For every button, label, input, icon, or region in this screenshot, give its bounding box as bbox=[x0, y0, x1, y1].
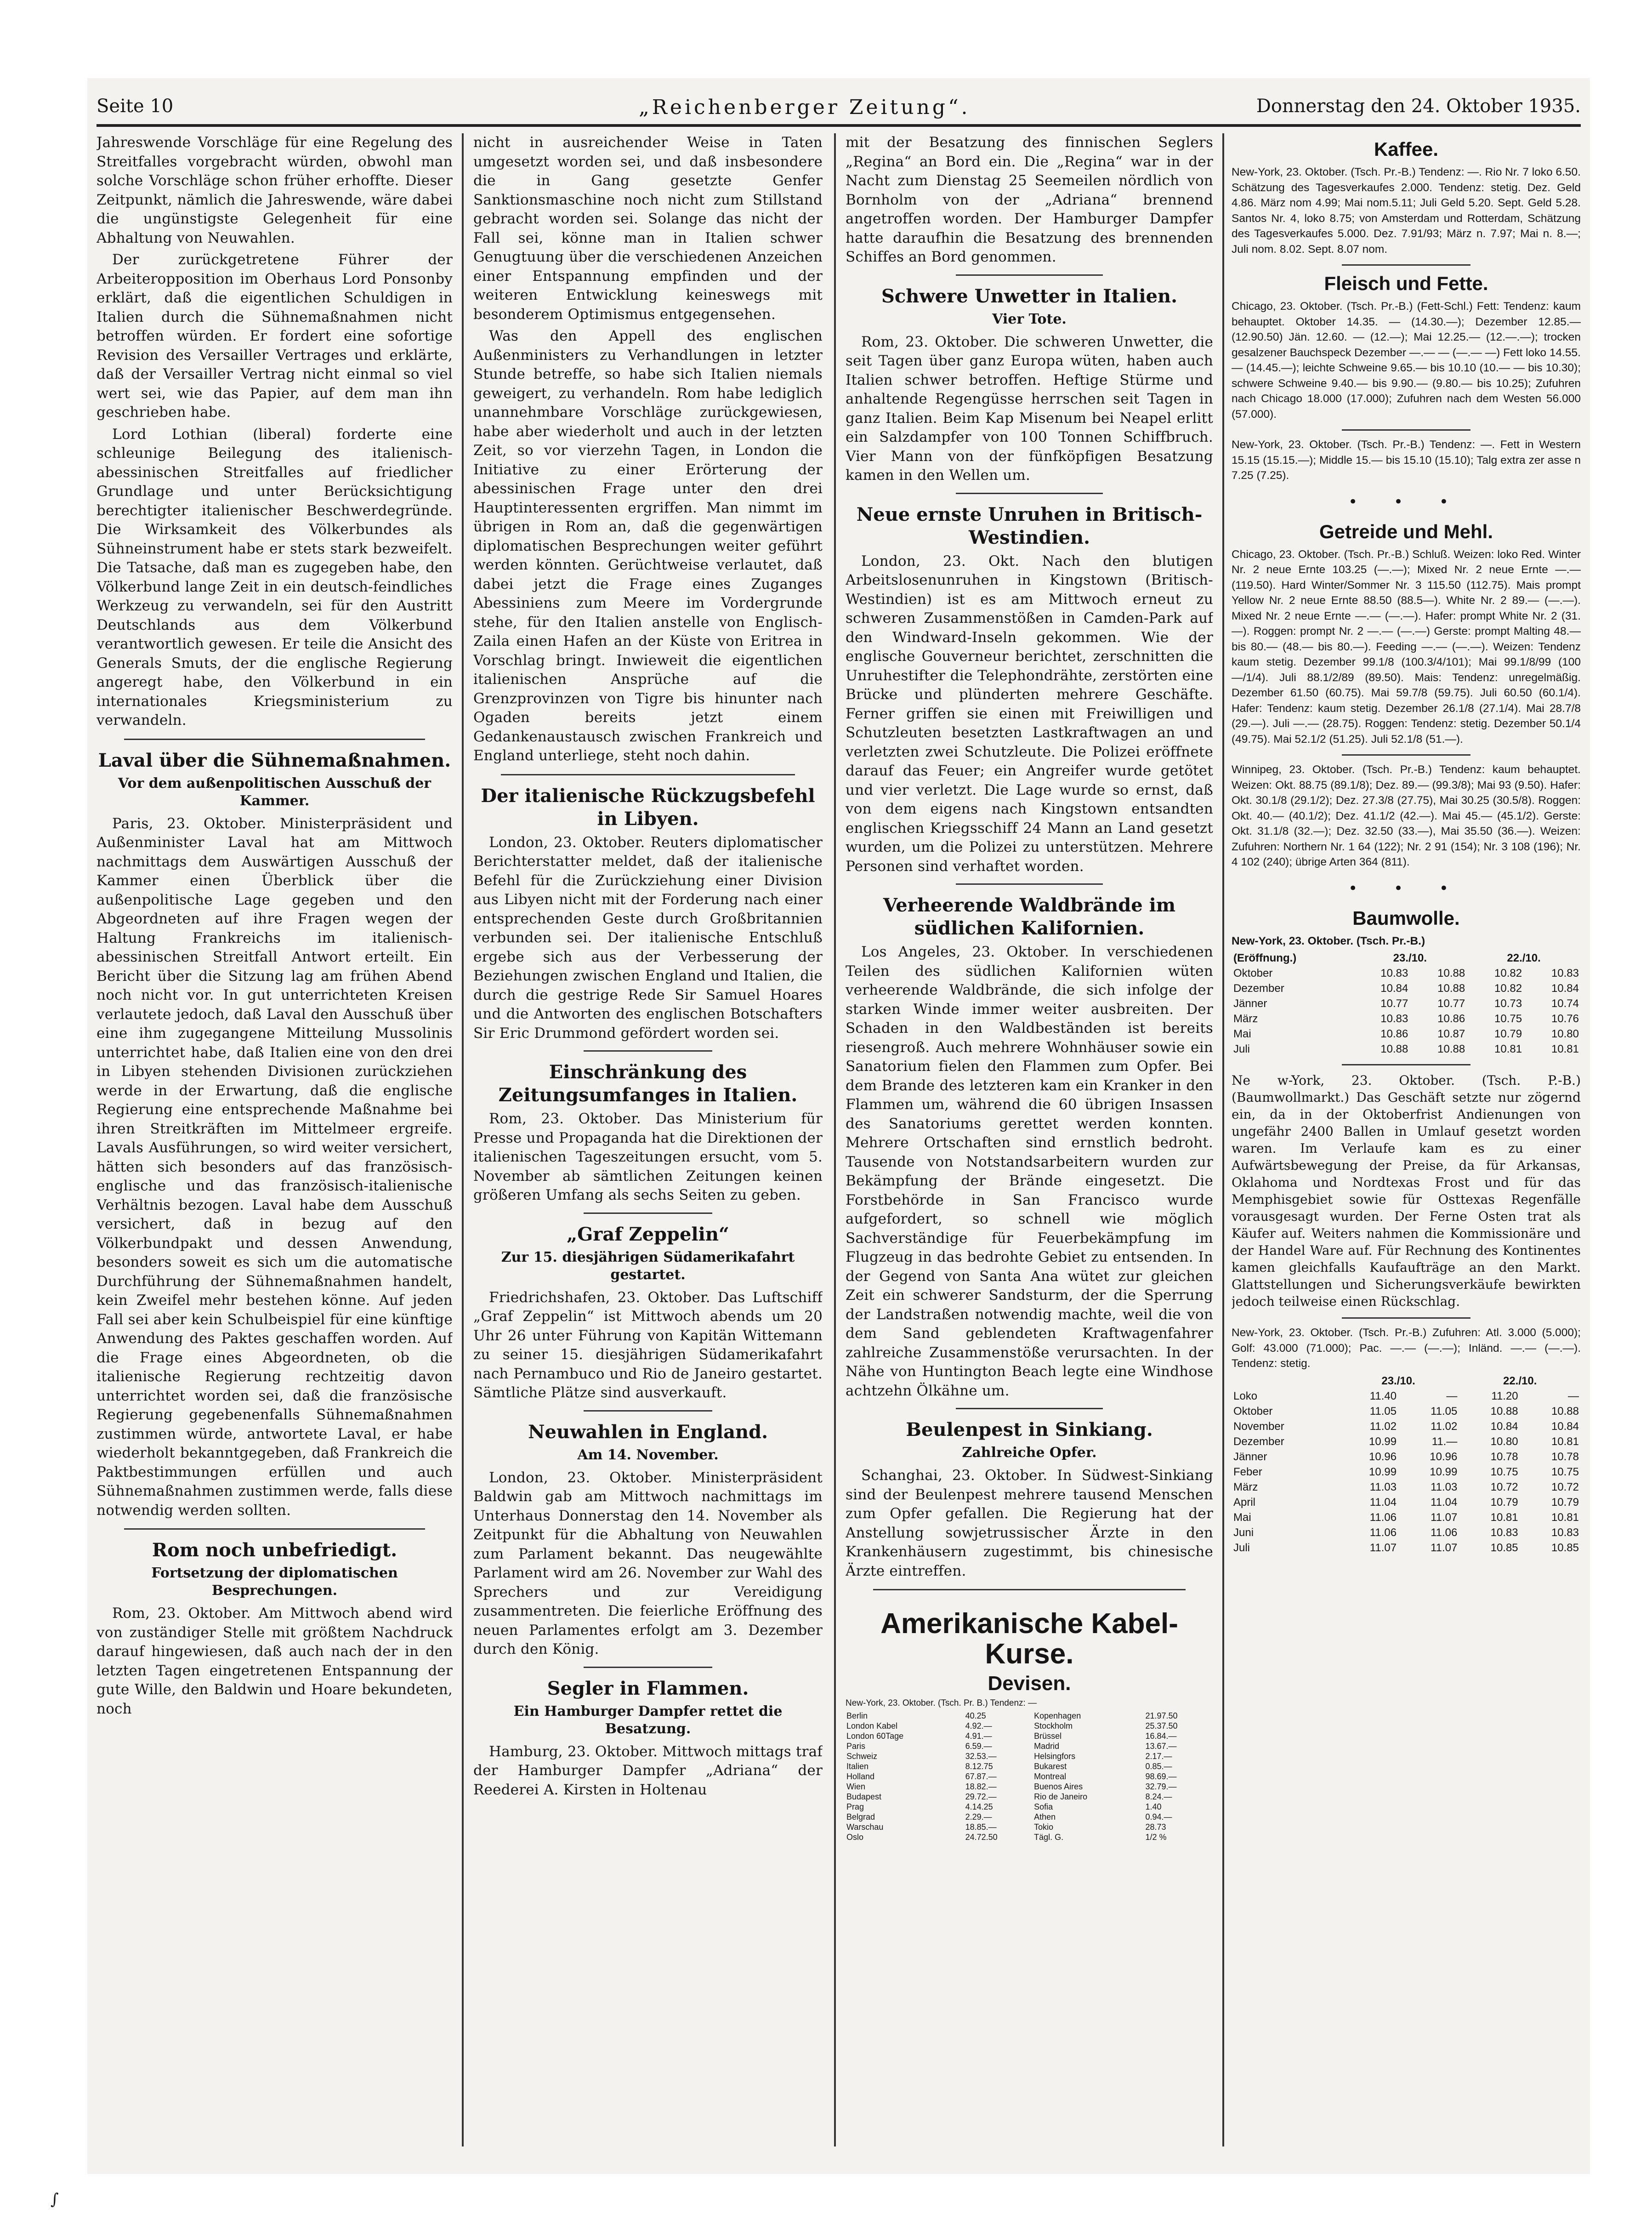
table-cell: 24.72.50 bbox=[965, 1833, 998, 1842]
table-cell: 10.84 bbox=[1490, 1420, 1518, 1433]
table-row bbox=[846, 1812, 1213, 1822]
article-subheadline: Vor dem außenpolitischen Ausschuß der Kammer. bbox=[118, 775, 431, 809]
issue-date: Donnerstag den 24. Oktober 1935. bbox=[1256, 96, 1581, 117]
page-header bbox=[97, 87, 1581, 124]
table-row bbox=[1232, 1026, 1581, 1042]
market-heading-fleisch: Fleisch und Fette. bbox=[1324, 273, 1488, 294]
table-cell: 10.88 bbox=[1437, 982, 1465, 995]
table-cell: Juli bbox=[1233, 1043, 1250, 1055]
table-row bbox=[1232, 1495, 1581, 1510]
table-cell: 25.37.50 bbox=[1145, 1721, 1178, 1731]
table-cell: 11.06 bbox=[1369, 1526, 1397, 1539]
table-cell: Bukarest bbox=[1034, 1762, 1067, 1771]
table-cell: 4.92.— bbox=[965, 1721, 992, 1731]
table-cell: 0.85.— bbox=[1145, 1762, 1172, 1771]
table-cell: Juli bbox=[1233, 1541, 1250, 1554]
table-cell: 1.40 bbox=[1145, 1802, 1162, 1811]
article-subheadline: Vier Tote. bbox=[992, 311, 1067, 327]
footer-mark: ∫ bbox=[51, 2190, 59, 2209]
table-cell: 11.— bbox=[1431, 1435, 1458, 1448]
table-cell: 10.78 bbox=[1490, 1450, 1518, 1463]
table-cell: 10.88 bbox=[1551, 1405, 1579, 1418]
section-rule bbox=[956, 1408, 1103, 1409]
section-rule bbox=[873, 1589, 1186, 1590]
table-cell: 10.88 bbox=[1437, 1043, 1465, 1055]
paragraph: Der zurückgetretene Führer der Arbeiteropposition im Oberhaus Lord Ponsonby erklärt, daß die eigentlichen Schuldigen in Italien durch die Sühnemaßnahmen nicht betroffen würden. Er fordert eine sofortige Revision des Versailler Vertrages und erklärte, daß der Versailler Vertrag nicht einmal so viel wert sei, wie das Papier, auf dem man ihn geschrieben habe. bbox=[97, 251, 453, 421]
table-cell: 10.85 bbox=[1551, 1541, 1579, 1554]
table-cell: 10.80 bbox=[1490, 1435, 1518, 1448]
table-cell: 6.59.— bbox=[965, 1742, 992, 1751]
table-header: 22./10. bbox=[1503, 1374, 1537, 1387]
table-row bbox=[846, 1832, 1213, 1842]
table-cell: 4.91.— bbox=[965, 1731, 992, 1741]
table-cell: 10.79 bbox=[1494, 1028, 1522, 1040]
table-cell: Madrid bbox=[1034, 1742, 1060, 1751]
table-cell: Warschau bbox=[846, 1822, 884, 1832]
table-cell: Rio de Janeiro bbox=[1034, 1792, 1088, 1801]
table-cell: 11.03 bbox=[1431, 1480, 1458, 1493]
table-row bbox=[846, 1822, 1213, 1832]
table-cell: 10.84 bbox=[1380, 982, 1408, 995]
paragraph: Rom, 23. Oktober. Am Mittwoch abend wird von zuständiger Stelle mit größtem Nachdruck darauf hingewiesen, daß auch nach der in den letzten Tagen eingetretenen Entspannung der gute Wille, den Baldwin und Hoare bekundeten, noch bbox=[97, 1605, 453, 1717]
table-cell: London Kabel bbox=[846, 1721, 898, 1731]
table-cell: 10.84 bbox=[1551, 982, 1579, 995]
table-cell: 10.79 bbox=[1490, 1496, 1518, 1509]
table-cell: 18.82.— bbox=[965, 1782, 997, 1791]
table-cell: 67.87.— bbox=[965, 1772, 997, 1781]
table-cell: Paris bbox=[846, 1742, 866, 1751]
table-header: 23./10. bbox=[1393, 952, 1427, 964]
table-cell: — bbox=[1568, 1389, 1579, 1402]
table-cell: 10.81 bbox=[1551, 1435, 1579, 1448]
paragraph: Friedrichshafen, 23. Oktober. Das Luftschiff „Graf Zeppelin“ ist Mittwoch abends um 20 Uhr 26 unter Führung von Kapitän Wittemann zu seiner 15. diesjährigen Südamerikafahrt nach Pernambuco und Rio de Janeiro gestartet. Sämtliche Plätze sind ausverkauft. bbox=[473, 1289, 823, 1401]
table-cell: 11.40 bbox=[1369, 1389, 1397, 1402]
paragraph: Schanghai, 23. Oktober. In Südwest-Sinkiang sind der Beulenpest mehrere tausend Menschen zum Opfer gefallen. Die Regierung hat der Anstellung sowjetrussischer Ärzte in den Krankenhäusern zugestimmt, bis chinesische Ärzte eintreffen. bbox=[846, 1467, 1213, 1579]
section-rule bbox=[956, 274, 1103, 276]
table-row bbox=[846, 1782, 1213, 1792]
masthead: „Reichenberger Zeitung“. bbox=[639, 96, 971, 119]
table-cell: 10.82 bbox=[1494, 967, 1522, 979]
cotton-quotes-table bbox=[1232, 951, 1581, 1057]
table-cell: 11.02 bbox=[1369, 1420, 1397, 1433]
table-cell: Holland bbox=[846, 1772, 875, 1781]
table-cell: 40.25 bbox=[965, 1711, 986, 1720]
table-cell: 11.07 bbox=[1369, 1541, 1397, 1554]
table-row bbox=[846, 1741, 1213, 1751]
article-headline: Beulenpest in Sinkiang. bbox=[906, 1419, 1153, 1440]
table-cell: 10.81 bbox=[1490, 1511, 1518, 1524]
table-cell: 4.14.25 bbox=[965, 1802, 993, 1811]
table-cell: Dezember bbox=[1233, 982, 1284, 995]
table-cell: 10.77 bbox=[1437, 997, 1465, 1010]
table-cell: Belgrad bbox=[846, 1812, 875, 1822]
table-cell: 11.06 bbox=[1431, 1526, 1458, 1539]
section-rule bbox=[584, 1213, 712, 1214]
table-cell: 10.86 bbox=[1380, 1028, 1408, 1040]
table-cell: Sofia bbox=[1034, 1802, 1053, 1811]
table-cell: Kopenhagen bbox=[1034, 1711, 1081, 1720]
table-cell: Buenos Aires bbox=[1034, 1782, 1083, 1791]
article-headline: Neue ernste Unruhen in Britisch-Westindien. bbox=[856, 503, 1203, 548]
table-cell: 10.84 bbox=[1551, 1420, 1579, 1433]
market-report: Chicago, 23. Oktober. (Tsch. Pr.-B.) Schluß. Weizen: loko Red. Winter Nr. 2 neue Ernte 103.25 (—.—); Mixed Nr. 2 neue Ernte —.— (119.50). Hard Winter/Sommer Nr. 3 115.50 (112.75). Mais prompt Yellow Nr. 2 neue Ernte 88.50 (88.5—). White Nr. 2 89.— (—.—). Mixed Nr. 2 neue Ernte —.— (—.—). Hafer: prompt White Nr. 2 (31.—). Roggen: prompt Nr. 2 —.— (—.—) Gerste: prompt Malting 48.— bis 80.— (48.— bis 80.—). Feeding —.— (—.—). Weizen: Tendenz kaum stetig. Dezember 99.1/8 (100.3/4/101); Mai 99.1/8/99 (100 —/1/4). Juli 88.1/2/89 (89.50). Mais: Tendenz: unregelmäßig. Dezember 61.50 (60.75). Mai 59.7/8 (59.75). Juli 60.50 (60.1/4). Hafer: Tendenz: kaum stetig. Dezember 26.1/8 (27.1/4). Mai 28.7/8 (29.—). Juli —.— (28.75). Roggen: Tendenz: stetig. Dezember 50.1/4 (49.75). Mai 52.1/2 (51.25). Juli 52.1/8 (51.—). bbox=[1232, 548, 1581, 746]
section-rule bbox=[584, 1050, 712, 1052]
market-report: New-York, 23. Oktober. (Tsch. Pr.-B.) Tendenz: —. Fett in Western 15.15 (15.15.—); Middle 15.— bis 15.10 (15.10); Talg extra zer asse n 7.25 (7.25). bbox=[1232, 438, 1581, 482]
table-cell: Loko bbox=[1233, 1389, 1258, 1402]
table-cell: 28.73 bbox=[1145, 1822, 1166, 1832]
paragraph: nicht in ausreichender Weise in Taten umgesetzt worden sei, und daß insbesondere die in Gang gesetzte Genfer Sanktionsmaschine noch nicht zum Stillstand gebracht worden sei. Solange das nicht der Fall sei, könne man in Italien schwer Genugtuung über die verschiedenen Anzeichen einer Entspannung empfinden und der weiteren Entwicklung keineswegs mit besonderem Optimismus entgegensehen. bbox=[473, 134, 823, 323]
table-cell: Stockholm bbox=[1034, 1721, 1073, 1731]
market-report: New-York, 23. Oktober. (Tsch. Pr.-B.) Zufuhren: Atl. 3.000 (5.000); Golf: 43.000 (71.000); Pac. —.— (—.—); Inländ. —.— (—.—). Tendenz: stetig. bbox=[1232, 1326, 1581, 1370]
table-cell: 10.83 bbox=[1551, 1526, 1579, 1539]
table-row bbox=[1232, 1510, 1581, 1525]
table-cell: 11.20 bbox=[1491, 1389, 1518, 1402]
article-headline: Schwere Unwetter in Italien. bbox=[881, 285, 1178, 307]
market-report: Ne w-York, 23. Oktober. (Tsch. P.-B.) (Baumwollmarkt.) Das Geschäft setzte nur zögernd ein, da in der Oktoberfrist Andienungen von ungefähr 2400 Ballen in Umlauf gesetzt worden waren. Im Verlaufe kam es zu einer Aufwärtsbewegung der Preise, da für Arkansas, Oklahoma und Nordtexas Frost und für das Memphisgebiet sowie für Osttexas Regenfälle vorausgesagt wurden. Der Ferne Osten trat als Käufer auf. Weiters nahmen die Kommissionäre und der Handel Ware auf. Für Rechnung des Kontinentes kamen gleichfalls Kaufaufträge an den Markt. Glattstellungen und Sicherungsverkäufe bewirkten jedoch teilweise einen Rückschlag. bbox=[1232, 1073, 1581, 1309]
paragraph: Los Angeles, 23. Oktober. In verschiedenen Teilen des südlichen Kalifornien wüten verheerende Waldbrände, die sich infolge der starken Winde immer weiter ausbreiten. Der Schaden in den Waldbeständen ist bereits riesengroß. Auch mehrere Wohnhäuser sowie ein Sanatorium fielen den Flammen zum Opfer. Bei dem Brande des letzteren kam ein Kranker in den Flammen um, während die 60 übrigen Insassen des Sanatoriums gerettet werden konnten. Mehrere Ortschaften sind ernstlich bedroht. Tausende von Notstandsarbeitern wurden zur Bekämpfung der Brände eingesetzt. Die Forstbehörde in San Francisco wurde aufgefordert, so schnell wie möglich Sachverständige für Feuerbekämpfung im Flugzeug in das bedrohte Gebiet zu entsenden. In der Gegend von Santa Ana wütet zur gleichen Zeit ein schwerer Sandsturm, der die Sperrung der Landstraßen notwendig machte, weil die von dem Sand geblendeten Kraftwagenfahrer zahlreiche Zusammenstöße verursachten. In der Nähe von Huntington Beach legte eine Windhose achtzehn Ölkähne um. bbox=[846, 944, 1213, 1399]
table-row bbox=[1232, 1042, 1581, 1057]
table-row bbox=[1232, 1434, 1581, 1449]
paragraph: mit der Besatzung des finnischen Seglers „Regina“ an Bord ein. Die „Regina“ war in der Nacht zum Dienstag 25 Seemeilen nördlich von Bornholm von der „Adriana“ brennend angetroffen worden. Der Hamburger Dampfer hatte daraufhin die Besatzung des brennenden Schiffes an Bord genommen. bbox=[846, 134, 1213, 265]
table-cell: 10.80 bbox=[1551, 1028, 1579, 1040]
paragraph: Lord Lothian (liberal) forderte eine schleunige Beilegung des italienisch-abessinischen Streitfalles auf friedlicher Grundlage und unter Berücksichtigung berechtigter italienischer Beschwerdegründe. Die Wirksamkeit des Völkerbundes als Sühneinstrument habe er stets stark bezweifelt. Die Tatsache, daß man es zugegeben habe, den Völkerbund lange Zeit in ein deutsch-feindliches Werkzeug zu verwandeln, sei für den Austritt Deutschlands aus dem Völkerbund verantwortlich gewesen. Er teile die Ansicht des Generals Smuts, der die englische Regierung angeregt habe, den Völkerbund in ein internationales Kriegsministerium zu verwandeln. bbox=[97, 426, 453, 729]
cable-rates-title: Amerikanische Kabel-Kurse. bbox=[880, 1608, 1178, 1670]
table-cell: 10.81 bbox=[1551, 1043, 1579, 1055]
table-cell: Oktober bbox=[1233, 1405, 1273, 1418]
section-rule bbox=[956, 493, 1103, 494]
table-cell: 32.53.— bbox=[965, 1752, 997, 1761]
table-cell: Berlin bbox=[846, 1711, 868, 1720]
table-cell: 11.07 bbox=[1431, 1541, 1458, 1554]
table-header: 23./10. bbox=[1381, 1374, 1415, 1387]
table-cell: Italien bbox=[846, 1762, 869, 1771]
table-cell: November bbox=[1233, 1420, 1284, 1433]
article-headline: Segler in Flammen. bbox=[547, 1677, 749, 1699]
table-cell: 10.75 bbox=[1551, 1465, 1579, 1478]
market-report-header: New-York, 23. Oktober. (Tsch. Pr.-B.) bbox=[1232, 934, 1425, 947]
table-cell: Jänner bbox=[1233, 1450, 1267, 1463]
table-row bbox=[1232, 1449, 1581, 1464]
section-rule bbox=[956, 883, 1103, 885]
table-cell: 10.96 bbox=[1430, 1450, 1458, 1463]
table-cell: 10.83 bbox=[1380, 967, 1408, 979]
article-headline: Neuwahlen in England. bbox=[528, 1421, 768, 1443]
cable-rates-table bbox=[846, 1711, 1213, 1842]
article-subheadline: Zahlreiche Opfer. bbox=[962, 1445, 1097, 1461]
cable-rates-subtitle: Devisen. bbox=[988, 1672, 1071, 1695]
table-cell: Mai bbox=[1233, 1511, 1251, 1524]
table-cell: 10.76 bbox=[1551, 1013, 1579, 1025]
table-row bbox=[1232, 1525, 1581, 1540]
table-cell: 2.17.— bbox=[1145, 1752, 1172, 1761]
table-row bbox=[846, 1751, 1213, 1761]
paragraph: London, 23. Oktober. Reuters diplomatischer Berichterstatter meldet, daß der italienische Befehl für die Zurückziehung einer Division aus Libyen nicht mit der Forderung nach einer entsprechenden Geste durch Großbritannien verbunden sei. Der italienische Entschluß ergebe sich aus der Verbesserung der Beziehungen zwischen England und Italien, die durch die gestrige Rede Sir Samuel Hoares und die Antworten des englischen Botschafters Sir Eric Drummond gefördert worden sei. bbox=[473, 834, 823, 1042]
market-report: Chicago, 23. Oktober. (Tsch. Pr.-B.) (Fett-Schl.) Fett: Tendenz: kaum behauptet. Oktober 14.35. — (14.30.—); Dezember 12.85.— (12.90.50) Jän. 12.60. — (12.—); Mai 12.25.— (12.—.—); trocken gesalzener Bauchspeck Dezember —.— — (—.— —) Fett loko 14.55.— (14.45.—); leichte Schweine 9.65.— bis 10.10 (10.— — bis 10.30); schwere Schweine 9.40.— bis 9.90.— (9.80.— bis 10.25); Zufuhren nach Chicago 18.000 (17.000); Zufuhren nach dem Westen 56.000 (57.000). bbox=[1232, 300, 1581, 421]
paragraph: London, 23. Okt. Nach den blutigen Arbeitslosenunruhen in Kingstown (Britisch-Westindien) ist es am Mittwoch erneut zu schweren Zusammenstößen in Camden-Park auf den Windward-Inseln gekommen. Wie der englische Gouverneur berichtet, zerschnitten die Unruhestifter die Telephondrähte, zerstörten eine Brücke und plünderten mehrere Geschäfte. Ferner griffen sie einen mit Freiwilligen und Schutzleuten besetzten Lastkraftwagen an und verletzten zwei Schutzleute. Die Polizei eröffnete darauf das Feuer; ein Angreifer wurde getötet und vier verletzt. Die Lage wurde so ernst, daß von dem eigens nach Kingstown entsandten englischen Kriegsschiff 24 Mann an Land gesetzt wurden, um die Polizei zu unterstützen. Mehrere Personen sind verhaftet worden. bbox=[846, 552, 1213, 875]
section-rule bbox=[124, 739, 425, 740]
table-cell: Mai bbox=[1233, 1028, 1251, 1040]
table-row bbox=[1232, 1404, 1581, 1419]
table-cell: 11.06 bbox=[1369, 1511, 1397, 1524]
table-cell: 10.88 bbox=[1437, 967, 1465, 979]
paragraph: Was den Appell des englischen Außenministers zu Verhandlungen in letzter Stunde betreffe, so habe sich Italien niemals geweigert, zu verhandeln. Rom habe lediglich unannehmbare Vorschläge zurückgewiesen, habe aber wiederholt und auch in der letzten Zeit, so vor vierzehn Tagen, in London die Initiative zu einer Erörterung der abessinischen Frage unter den drei Hauptinteressenten ergriffen. Man nimmt im übrigen in Rom an, daß die gegenwärtigen diplomatischen Besprechungen weiter geführt werden könnten. Gerüchtweise verlautet, daß dabei jetzt die Frage eines Zuganges Abessiniens zum Meere im Vordergrunde stehe, für den Italien anstelle von Englisch-Zaila einen Hafen an der Küste von Eritrea in Vorschlag bringt. Inwieweit die eigentlichen italienischen Ansprüche auf die Grenzprovinzen von Tigre bis hinunter nach Ogaden bereits jetzt einem Gedankenaustausch zwischen Frankreich und England unterliege, steht noch dahin. bbox=[473, 328, 823, 764]
newspaper-page bbox=[87, 78, 1590, 2174]
table-header: (Eröffnung.) bbox=[1233, 952, 1297, 964]
table-cell: 21.97.50 bbox=[1145, 1711, 1178, 1720]
table-cell: Helsingfors bbox=[1034, 1752, 1076, 1761]
column-divider bbox=[834, 133, 836, 2146]
table-cell: Schweiz bbox=[846, 1752, 878, 1761]
table-cell: 8.12.75 bbox=[965, 1762, 993, 1771]
article-subheadline: Ein Hamburger Dampfer rettet die Besatzung. bbox=[513, 1703, 783, 1737]
table-cell: März bbox=[1233, 1013, 1258, 1025]
table-cell: 10.85 bbox=[1490, 1541, 1518, 1554]
column-1 bbox=[97, 133, 453, 2146]
table-cell: 11.02 bbox=[1431, 1420, 1458, 1433]
table-cell: 11.03 bbox=[1369, 1480, 1397, 1493]
table-cell: Montreal bbox=[1034, 1772, 1067, 1781]
table-cell: Jänner bbox=[1233, 997, 1267, 1010]
table-cell: Athen bbox=[1034, 1812, 1056, 1822]
table-cell: 10.83 bbox=[1490, 1526, 1518, 1539]
section-rule bbox=[124, 1528, 425, 1530]
table-row bbox=[846, 1802, 1213, 1812]
article-subheadline: Am 14. November. bbox=[577, 1446, 719, 1463]
header-rule bbox=[97, 124, 1581, 127]
article-headline: Rom noch unbefriedigt. bbox=[152, 1539, 397, 1561]
section-rule bbox=[1342, 429, 1470, 431]
table-cell: Juni bbox=[1233, 1526, 1254, 1539]
paragraph: Rom, 23. Oktober. Die schweren Unwetter, die seit Tagen über ganz Europa wüten, haben auch Italien schwer betroffen. Heftige Stürme und anhaltende Regengüsse herrschen seit Tagen in ganz Italien. Beim Kap Misenum bei Neapel erlitt ein Salzdampfer von 100 Tonnen Schiffbruch. Vier Mann von der fünfköpfigen Besatzung kamen in den Wellen um. bbox=[846, 333, 1213, 484]
table-cell: 32.79.— bbox=[1145, 1782, 1177, 1791]
table-cell: Brüssel bbox=[1034, 1731, 1062, 1741]
table-cell: Wien bbox=[846, 1782, 866, 1791]
table-cell: Dezember bbox=[1233, 1435, 1284, 1448]
table-cell: 0.94.— bbox=[1145, 1812, 1172, 1822]
table-cell: Tokio bbox=[1034, 1822, 1054, 1832]
table-cell: 11.04 bbox=[1431, 1496, 1458, 1509]
table-cell: Budapest bbox=[846, 1792, 882, 1801]
table-cell: 98.69.— bbox=[1145, 1772, 1177, 1781]
table-cell: 16.84.— bbox=[1145, 1731, 1177, 1741]
market-report: New-York, 23. Oktober. (Tsch. Pr.-B.) Tendenz: —. Rio Nr. 7 loko 6.50. Schätzung des Tagesverkaufes 2.000. Tendenz: stetig. Dez. Geld 4.86. März nom 4.99; Mai nom.5.11; Juli Geld 5.20. Sept. Geld 5.28. Santos Nr. 4, loko 8.75; von Amsterdam und Rotterdam, Schätzung des Tagesverkaufes 5.000. Dez. 7.91/93; März n. 7.97; Mai n. 8.—; Juli nom. 8.02. Sept. 8.07 nom. bbox=[1232, 166, 1581, 256]
table-cell: 10.75 bbox=[1494, 1013, 1522, 1025]
table-cell: 10.78 bbox=[1551, 1450, 1579, 1463]
table-cell: 10.72 bbox=[1490, 1480, 1518, 1493]
table-row bbox=[846, 1761, 1213, 1771]
table-cell: 10.79 bbox=[1551, 1496, 1579, 1509]
article-subheadline: Fortsetzung der diplomatischen Besprechungen. bbox=[151, 1565, 398, 1599]
table-row bbox=[1232, 996, 1581, 1011]
column-3 bbox=[846, 133, 1213, 2146]
paragraph: Jahreswende Vorschläge für eine Regelung des Streitfalles vorgebracht würden, obwohl man solche Vorschläge schon früher erhoffte. Dieser Zeitpunkt, nämlich die Jahreswende, wäre dabei die ungünstigste Gelegenheit für eine Abhaltung von Neuwahlen. bbox=[97, 134, 453, 246]
table-cell: 1/2 % bbox=[1145, 1833, 1167, 1842]
paragraph: London, 23. Oktober. Ministerpräsident Baldwin gab am Mittwoch nachmittags im Unterhaus Donnerstag den 14. November als Zeitpunkt für die Abhaltung von Neuwahlen zum Parlament bekannt. Das neugewählte Parlament wird am 26. November zur Wahl des Sprechers und zur Vereidigung zusammentreten. Die feierliche Eröffnung des neuen Parlamentes erfolgt am 3. Dezember durch den König. bbox=[473, 1469, 823, 1657]
table-cell: 11.04 bbox=[1369, 1496, 1397, 1509]
table-row bbox=[846, 1711, 1213, 1721]
table-row bbox=[846, 1771, 1213, 1782]
paragraph: Hamburg, 23. Oktober. Mittwoch mittags traf der Hamburger Dampfer „Adriana“ der Reederei A. Kirsten in Holtenau bbox=[473, 1743, 823, 1798]
table-row bbox=[1232, 966, 1581, 981]
page-number: Seite 10 bbox=[97, 96, 174, 117]
column-divider bbox=[462, 133, 464, 2146]
table-row bbox=[1232, 1419, 1581, 1434]
separator-dots: • • • bbox=[1348, 492, 1464, 511]
table-row bbox=[1232, 1540, 1581, 1555]
table-cell: 10.73 bbox=[1494, 997, 1522, 1010]
table-cell: Oktober bbox=[1233, 967, 1273, 979]
cotton-quotes-table bbox=[1232, 1373, 1581, 1555]
column-2 bbox=[473, 133, 823, 2146]
table-cell: 11.05 bbox=[1431, 1405, 1458, 1418]
table-cell: 11.07 bbox=[1431, 1511, 1458, 1524]
market-report: Winnipeg, 23. Oktober. (Tsch. Pr.-B.) Tendenz: kaum behauptet. Weizen: Okt. 88.75 (89.1/8); Dez. 89.— (99.3/8); Mai 93 (9.50). Hafer: Okt. 30.1/8 (29.1/2); Dez. 27.3/8 (27.75), Mai 30.25 (30.5/8). Roggen: Okt. 40.— (40.1/2); Dez. 41.1/2 (42.—). Mai 45.— (45.1/2). Gerste: Okt. 31.1/8 (32.—); Dez. 32.50 (33.—), Mai 35.50 (36.—). Weizen: Zufuhren: Northern Nr. 1 64 (122); Nr. 2 91 (154); Nr. 3 108 (196); Nr. 4 102 (240); übrige Arten 364 (811). bbox=[1232, 763, 1581, 868]
table-row bbox=[846, 1731, 1213, 1741]
table-cell: 10.96 bbox=[1369, 1450, 1397, 1463]
column-4 bbox=[1232, 133, 1581, 2146]
separator-dots: • • • bbox=[1348, 879, 1464, 898]
table-row bbox=[846, 1792, 1213, 1802]
table-cell: 10.83 bbox=[1551, 967, 1579, 979]
market-heading-baumwolle: Baumwolle. bbox=[1352, 907, 1460, 929]
section-rule bbox=[1342, 1064, 1470, 1065]
article-headline: Verheerende Waldbrände im südlichen Kalifornien. bbox=[883, 894, 1176, 939]
table-cell: 10.99 bbox=[1369, 1465, 1397, 1478]
table-cell: 10.82 bbox=[1494, 982, 1522, 995]
table-cell: 10.88 bbox=[1490, 1405, 1518, 1418]
table-row bbox=[1232, 1389, 1581, 1404]
table-header: 22./10. bbox=[1507, 952, 1541, 964]
section-rule bbox=[584, 1410, 712, 1412]
table-cell: 10.81 bbox=[1551, 1511, 1579, 1524]
table-row bbox=[1232, 1011, 1581, 1026]
section-rule bbox=[584, 1667, 712, 1668]
article-headline: Einschränkung des Zeitungsumfanges in Italien. bbox=[498, 1061, 798, 1106]
table-cell: 10.87 bbox=[1437, 1028, 1465, 1040]
article-subheadline: Zur 15. diesjährigen Südamerikafahrt gestartet. bbox=[501, 1249, 795, 1283]
article-headline: Laval über die Sühnemaßnahmen. bbox=[98, 749, 451, 771]
section-rule bbox=[1342, 1317, 1470, 1319]
table-cell: 10.81 bbox=[1494, 1043, 1522, 1055]
paragraph: Rom, 23. Oktober. Das Ministerium für Presse und Propaganda hat die Direktionen der italienischen Tageszeitungen ersucht, vom 5. November ab sämtlichen Zeitungen keinen größeren Umfang als sechs Seiten zu geben. bbox=[473, 1110, 823, 1203]
table-cell: 10.86 bbox=[1437, 1013, 1465, 1025]
table-cell: 10.99 bbox=[1369, 1435, 1397, 1448]
cable-rates-header: New-York, 23. Oktober. (Tsch. Pr. B.) Tendenz: — bbox=[846, 1698, 1037, 1708]
market-heading-kaffee: Kaffee. bbox=[1374, 138, 1439, 160]
column-divider bbox=[1222, 133, 1224, 2146]
table-cell: 8.24.— bbox=[1145, 1792, 1172, 1801]
table-cell: — bbox=[1446, 1389, 1458, 1402]
table-row bbox=[1232, 1480, 1581, 1495]
table-cell: Oslo bbox=[846, 1833, 864, 1842]
table-cell: 29.72.— bbox=[965, 1792, 997, 1801]
table-cell: Feber bbox=[1233, 1465, 1262, 1478]
section-rule bbox=[1342, 754, 1470, 756]
table-cell: 10.75 bbox=[1490, 1465, 1518, 1478]
table-cell: Tägl. G. bbox=[1034, 1833, 1064, 1842]
table-cell: 10.88 bbox=[1380, 1043, 1408, 1055]
article-headline: Der italienische Rückzugsbefehl in Libyen. bbox=[481, 785, 815, 830]
section-rule bbox=[501, 774, 795, 775]
table-cell: 11.05 bbox=[1369, 1405, 1397, 1418]
table-cell: April bbox=[1233, 1496, 1256, 1509]
table-cell: 2.29.— bbox=[965, 1812, 992, 1822]
table-cell: 10.83 bbox=[1380, 1013, 1408, 1025]
article-headline: „Graf Zeppelin“ bbox=[567, 1223, 729, 1245]
table-row bbox=[1232, 1464, 1581, 1480]
table-cell: 10.72 bbox=[1551, 1480, 1579, 1493]
table-cell: 18.85.— bbox=[965, 1822, 997, 1832]
section-rule bbox=[1342, 264, 1470, 266]
market-heading-getreide: Getreide und Mehl. bbox=[1319, 520, 1493, 542]
table-cell: März bbox=[1233, 1480, 1258, 1493]
table-cell: 10.99 bbox=[1430, 1465, 1458, 1478]
table-cell: 13.67.— bbox=[1145, 1742, 1177, 1751]
table-cell: London 60Tage bbox=[846, 1731, 904, 1741]
table-row bbox=[846, 1721, 1213, 1731]
table-row bbox=[1232, 981, 1581, 996]
table-cell: 10.74 bbox=[1551, 997, 1579, 1010]
table-cell: 10.77 bbox=[1380, 997, 1408, 1010]
table-cell: Prag bbox=[846, 1802, 864, 1811]
paragraph: Paris, 23. Oktober. Ministerpräsident und Außenminister Laval hat am Mittwoch nachmittags dem Auswärtigen Ausschuß der Kammer einen Überblick über die außenpolitische Lage gegeben und den Abgeordneten auf ihre Fragen wegen der Haltung Frankreichs im italienisch-abessinischen Streitfall Antwort erteilt. Ein Bericht über die Sitzung lag am frühen Abend noch nicht vor. In gut unterrichteten Kreisen verlautete jedoch, daß Laval den Ausschuß über eine ihm zugegangene Mitteilung Mussolinis unterrichtet habe, daß Italien eine von den drei in Libyen stehenden Divisionen zurückziehen werde in der Erwartung, daß die englische Regierung eine entsprechende Maßnahme bei ihren Streitkräften im Mittelmeer ergreife. Lavals Ausführungen, so wird weiter versichert, hätten sich besonders auf das französisch-englische und das französisch-italienische Verhältnis bezogen. Laval habe dem Ausschuß versichert, daß in bezug auf den Völkerbundpakt und dessen Anwendung, besonders soweit es sich um die automatische Durchführung der Sühnemaßnahmen handelt, kein Zweifel mehr bestehen könne. Auf jeden Fall sei aber kein Schulbeispiel für eine künftige Anwendung des Paktes geschaffen worden. Auf die Frage eines Abgeordneten, ob die italienische Regierung rechtzeitig davon unterrichtet worden sei, daß die französische Regierung gegebenenfalls Sühnemaßnahmen zustimmen würde, antwortete Laval, er habe wiederholt bekanntgegeben, daß Frankreich die Paktbestimmungen erfüllen und auch Sühnemaßnahmen zustimmen werde, falls diese notwendig werden sollten. bbox=[97, 815, 453, 1519]
